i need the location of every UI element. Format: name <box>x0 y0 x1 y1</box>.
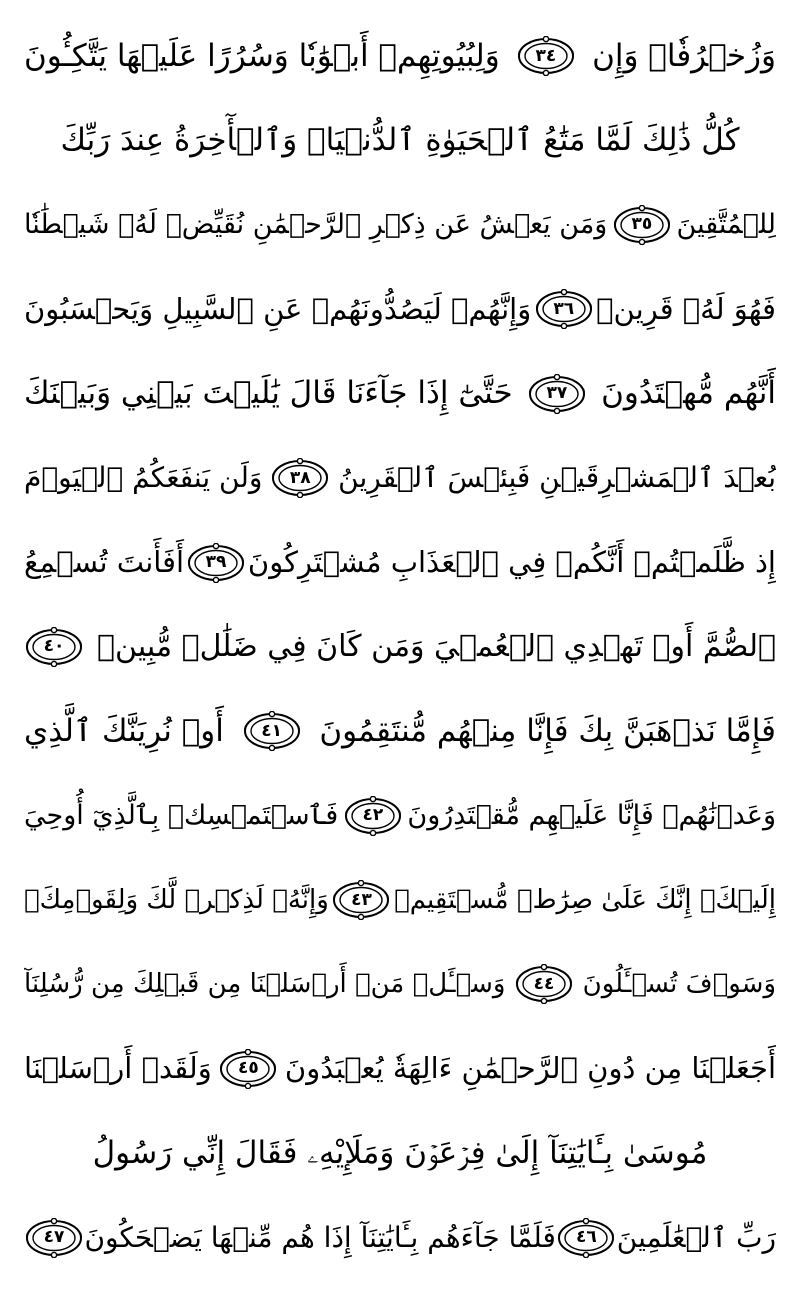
ayah-number-marker <box>527 374 587 414</box>
ayah-number-marker <box>218 1049 278 1089</box>
text-line <box>24 774 776 858</box>
text-line <box>24 942 776 1026</box>
verse-text: وَلَن يَنفَعَكُمُ ٱلۡيَوۡمَ <box>24 461 263 495</box>
verse-text: فَٱسۡتَمۡسِكۡ بِٱلَّذِيٓ أُوحِيَ <box>24 800 339 832</box>
ayah-number-marker <box>556 1218 616 1258</box>
ayah-number-marker <box>24 1218 84 1258</box>
verse-text: وَمَن يَعۡشُ عَن ذِكۡرِ ٱلرَّحۡمَٰنِ نُقَيِّضۡ لَهُۥ شَيۡطَٰنٗا <box>24 209 608 241</box>
verse-text: وَإِنَّهُۥ لَذِكۡرٞ لَّكَ وَلِقَوۡمِكَۖ <box>24 885 329 916</box>
ayah-number: ٣٨ <box>289 467 311 488</box>
ayah-number-marker <box>186 543 246 583</box>
ayah-number: ٤٣ <box>351 889 372 910</box>
verse-text: أَوۡ نُرِيَنَّكَ ٱلَّذِي <box>24 712 224 749</box>
ayah-number: ٤٦ <box>575 1227 597 1248</box>
verse-text: فَهُوَ لَهُۥ قَرِينٞ <box>596 291 776 326</box>
verse-text: ٱلصُّمَّ أَوۡ تَهۡدِي ٱلۡعُمۡيَ وَمَن كَانَ فِي ضَلَٰلٖ مُّبِينٖ <box>97 628 776 664</box>
verse-text: وَلِبُيُوتِهِمۡ أَبۡوَٰبٗا وَسُرُرًا عَلَيۡهَا يَتَّكِـُٔونَ <box>24 37 500 74</box>
ayah-number: ٤٢ <box>362 805 384 826</box>
text-line <box>24 183 776 267</box>
verse-text: وَسۡـَٔلۡ مَنۡ أَرۡسَلۡنَا مِن قَبۡلِكَ مِن رُّسُلِنَآ <box>24 969 506 1000</box>
ayah-number: ٣٩ <box>205 552 227 573</box>
ayah-number-marker <box>514 964 574 1004</box>
text-line <box>24 605 776 689</box>
verse-text: رَبِّ ٱلۡعَٰلَمِينَ <box>616 1220 776 1254</box>
ayah-number: ٤٠ <box>43 636 65 657</box>
verse-text: وَسَوۡفَ تُسۡـَٔلُونَ <box>582 969 776 1000</box>
ayah-number-marker <box>516 36 576 76</box>
text-line <box>24 1111 776 1195</box>
verse-text: فَلَمَّا جَآءَهُم بِـَٔايَٰتِنَآ إِذَا هُم مِّنۡهَا يَضۡحَكُونَ <box>84 1220 556 1254</box>
verse-text: أَفَأَنتَ تُسۡمِعُ <box>24 545 185 580</box>
verse-text: وَعَدۡنَٰهُمۡ فَإِنَّا عَلَيۡهِم مُّقۡتَدِرُونَ <box>407 800 776 832</box>
text-line <box>24 689 776 773</box>
text-line <box>24 267 776 351</box>
verse-text: أَجَعَلۡنَا مِن دُونِ ٱلرَّحۡمَٰنِ ءَالِهَةٗ يُعۡبَدُونَ <box>284 1051 776 1086</box>
text-line <box>24 98 776 182</box>
verse-text: إِذ ظَّلَمۡتُمۡ أَنَّكُمۡ فِي ٱلۡعَذَابِ مُشۡتَرِكُونَ <box>247 545 776 580</box>
text-line <box>24 352 776 436</box>
ayah-number: ٣٥ <box>631 214 653 235</box>
ayah-number-marker <box>242 711 302 751</box>
verse-text: وَإِنَّهُمۡ لَيَصُدُّونَهُمۡ عَنِ ٱلسَّبِيلِ وَيَحۡسَبُونَ <box>24 291 532 326</box>
ayah-number-marker <box>612 205 672 245</box>
mushaf-page <box>24 14 776 1280</box>
ayah-number: ٣٦ <box>553 298 575 319</box>
text-line <box>24 858 776 942</box>
text-line <box>24 1195 776 1279</box>
text-line <box>24 14 776 98</box>
ayah-number-marker <box>534 289 594 329</box>
verse-text: لِلۡمُتَّقِينَ <box>676 209 776 241</box>
ayah-number-marker <box>331 880 391 920</box>
ayah-number-marker <box>24 627 84 667</box>
verse-text: وَزُخۡرُفٗاۚ وَإِن <box>592 37 776 74</box>
ayah-number: ٣٤ <box>535 45 557 66</box>
verse-text: أَنَّهُم مُّهۡتَدُونَ <box>601 375 776 412</box>
verse-text: مُوسَىٰ بِـَٔايَٰتِنَآ إِلَىٰ فِرۡعَوۡنَ وَمَلَإِيْهِۦ فَقَالَ إِنِّي رَسُولُ <box>92 1134 708 1171</box>
text-line <box>24 1027 776 1111</box>
ayah-number: ٤١ <box>261 720 282 741</box>
verse-text: حَتَّىٰٓ إِذَا جَآءَنَا قَالَ يَٰلَيۡتَ بَيۡنِي وَبَيۡنَكَ <box>24 375 513 412</box>
verse-text: كُلُّ ذَٰلِكَ لَمَّا مَتَٰعُ ٱلۡحَيَوٰةِ ٱلدُّنۡيَاۚ وَٱلۡأٓخِرَةُ عِندَ رَبِّكَ <box>60 122 740 159</box>
ayah-number: ٤٧ <box>43 1227 65 1248</box>
verse-text: إِلَيۡكَۖ إِنَّكَ عَلَىٰ صِرَٰطٖ مُّسۡتَقِيمٖ <box>394 885 776 916</box>
text-line <box>24 520 776 604</box>
text-line <box>24 436 776 520</box>
verse-text: بُعۡدَ ٱلۡمَشۡرِقَيۡنِ فَبِئۡسَ ٱلۡقَرِينُ <box>338 461 776 495</box>
ayah-number-marker <box>270 458 330 498</box>
ayah-number: ٤٥ <box>237 1058 259 1079</box>
ayah-number-marker <box>343 796 403 836</box>
verse-text: فَإِمَّا نَذۡهَبَنَّ بِكَ فَإِنَّا مِنۡهُم مُّنتَقِمُونَ <box>319 712 776 749</box>
verse-text: وَلَقَدۡ أَرۡسَلۡنَا <box>24 1051 212 1086</box>
ayah-number: ٤٤ <box>533 973 555 994</box>
ayah-number: ٣٧ <box>546 383 568 404</box>
